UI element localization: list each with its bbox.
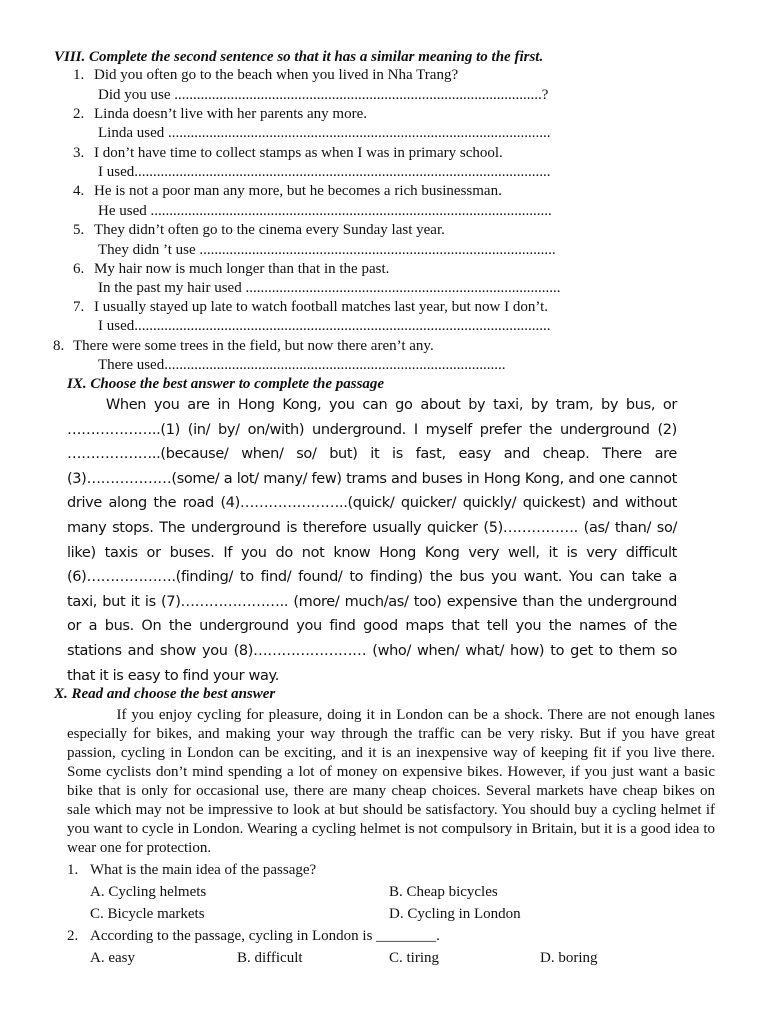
answer-option-d[interactable]: D. Cycling in London	[389, 906, 521, 922]
passage-text: When you are in Hong Kong, you can go about by taxi, by tram, by bus, or ………………..(1) (in/ by/ on/with) underground. I myself prefer the underground (2) ………………..(because/ when/ so/ but) it is fast, easy and cheap. There are (3)………………(some/ a lot/ many/ few) trams and buses in Hong Kong, and one cannot drive along the road (4)…………………..(quick/ quicker/ quickly/ quickest) and without many stops. The underground is therefore usually quicker (5)……………. (as/ than/ so/ like) taxis or buses. If you do not know Hong Kong very well, it is very difficult (6)……………….(finding/ to find/ found/ to finding) the bus you want. You can take a taxi, but it is (7)………………….. (more/ much/as/ too) expensive than the underground or a bus. On the underground you find good maps that tell you the names of the stations and show you (8)…………………… (who/ when/ what/ how) to get to them so that it is easy to find your way.	[67, 397, 677, 684]
item-number: 4.	[73, 183, 85, 199]
item-question: Did you often go to the beach when you lived in Nha Trang?	[94, 67, 459, 83]
item-question: They didn’t often go to the cinema every Sunday last year.	[94, 222, 445, 238]
item-question: He is not a poor man any more, but he becomes a rich businessman.	[94, 183, 502, 199]
item-number: 5.	[73, 222, 85, 238]
item-question: There were some trees in the field, but now there aren’t any.	[73, 338, 434, 354]
question-number: 1.	[67, 862, 79, 878]
answer-option-b[interactable]: B. Cheap bicycles	[389, 884, 498, 900]
question-text: According to the passage, cycling in London is ________.	[90, 928, 440, 944]
section-8-heading: VIII. Complete the second sentence so that it has a similar meaning to the first.	[54, 49, 544, 65]
item-answer-line: Linda used ......................................................................................................	[98, 125, 551, 141]
item-question: My hair now is much longer than that in the past.	[94, 261, 390, 277]
item-number: 3.	[73, 145, 85, 161]
item-question: I don’t have time to collect stamps as when I was in primary school.	[94, 145, 503, 161]
passage-text: If you enjoy cycling for pleasure, doing it in London can be a shock. There are not enough lanes especially for bikes, and making your way through the traffic can be very risky. But if you have great passion, cycling in London can be exciting, and it is an inexpensive way of keeping fit if you live there. Some cyclists don’t mind spending a lot of money on expensive bikes. However, if you just want a basic bike that is only for occasional use, there are many cheap choices. Several markets have cheap bikes on sale which may not be impressive to look at but should be satisfactory. You should buy a cycling helmet if you want to cycle in London. Wearing a cycling helmet is not compulsory in Britain, but it is a good idea to wear one for protection.	[67, 707, 715, 856]
item-answer-line: In the past my hair used ....................................................................................	[98, 280, 561, 296]
item-question: Linda doesn’t live with her parents any more.	[94, 106, 367, 122]
section-9-heading: IX. Choose the best answer to complete the passage	[67, 376, 385, 392]
answer-option-a[interactable]: A. Cycling helmets	[90, 884, 207, 900]
answer-option-c[interactable]: C. tiring	[389, 950, 440, 966]
item-answer-line: They didn ’t use ...............................................................................................	[98, 242, 556, 258]
answer-option-a[interactable]: A. easy	[90, 950, 135, 966]
item-number: 6.	[73, 261, 85, 277]
answer-option-c[interactable]: C. Bicycle markets	[90, 906, 205, 922]
item-number: 7.	[73, 299, 85, 315]
item-answer-line: I used...............................................................................................................	[98, 318, 551, 334]
item-number: 2.	[73, 106, 85, 122]
item-number: 1.	[73, 67, 85, 83]
section-10-passage	[67, 706, 715, 858]
item-answer-line: There used...........................................................................................	[98, 357, 506, 373]
item-answer-line: I used...............................................................................................................	[98, 164, 551, 180]
answer-option-d[interactable]: D. boring	[540, 950, 598, 966]
question-number: 2.	[67, 928, 79, 944]
item-answer-line: Did you use ..................................................................................................?	[98, 87, 549, 103]
answer-option-b[interactable]: B. difficult	[237, 950, 303, 966]
item-question: I usually stayed up late to watch football matches last year, but now I don’t.	[94, 299, 549, 315]
section-10-heading: X. Read and choose the best answer	[54, 686, 276, 702]
section-9-passage	[67, 393, 677, 688]
item-number: 8.	[53, 338, 65, 354]
question-text: What is the main idea of the passage?	[90, 862, 317, 878]
item-answer-line: He used ...........................................................................................................	[98, 203, 552, 219]
